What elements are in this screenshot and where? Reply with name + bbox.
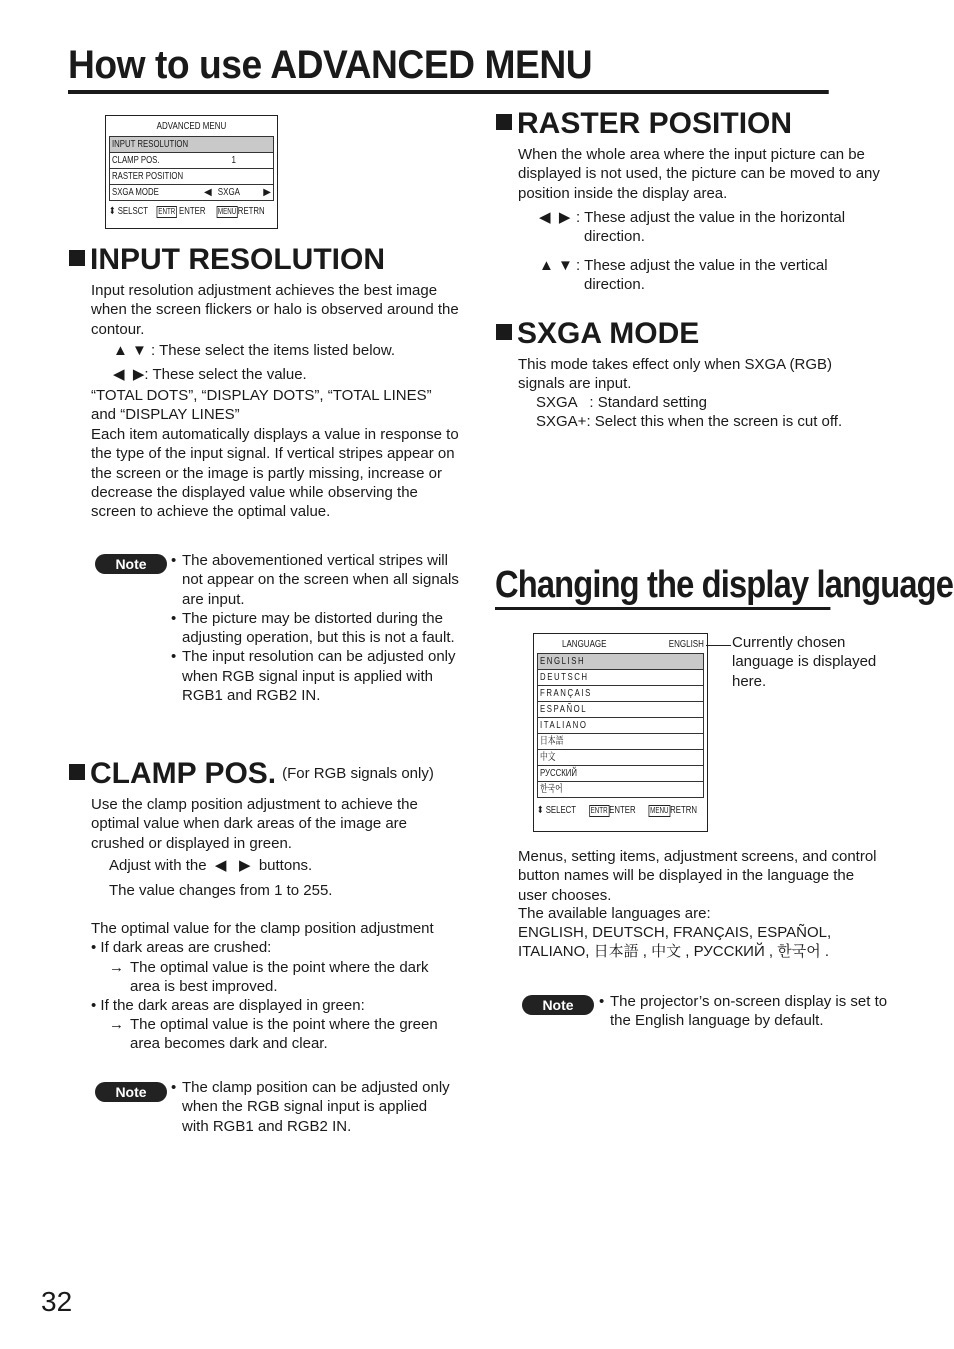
clamp-pos-case1-result: → The optimal value is the point where the dark area is best improved. (109, 959, 429, 996)
clamp-pos-range: The value changes from 1 to 255. (109, 882, 333, 899)
input-resolution-items: “TOTAL DOTS”, “DISPLAY DOTS”, “TOTAL LINES” and “DISPLAY LINES” (91, 387, 432, 424)
list-item: • The input resolution can be adjusted only when RGB signal input is applied with RGB1 and RGB2 IN. (171, 647, 461, 705)
language-item-korean[interactable]: 한국어 (537, 781, 704, 798)
sxga-mode-option-2: SXGA+: Select this when the screen is cut off. (536, 413, 843, 430)
raster-position-vertical: ▲ ▼ : These adjust the value in the vertical direction. (539, 257, 828, 294)
page-number: 32 (41, 1286, 73, 1317)
clamp-pos-notes (171, 1078, 451, 1136)
square-bullet-icon (69, 764, 85, 780)
up-down-arrows-icon: ▲ ▼ (539, 257, 573, 274)
left-right-arrows-icon: ◀ ▶ (113, 366, 145, 383)
osd-footer: ⬍ SELECT ENTR ENTER MENU RETRN (537, 805, 697, 816)
osd-item-input-resolution[interactable]: INPUT RESOLUTION (109, 136, 274, 153)
square-bullet-icon (496, 114, 512, 130)
left-right-arrows-icon: ◀ ▶ (539, 209, 571, 226)
input-resolution-leftright: ◀ ▶: These select the value. (113, 366, 307, 383)
input-resolution-heading: INPUT RESOLUTION (69, 243, 385, 277)
menu-key-icon: MENU (217, 207, 237, 216)
square-bullet-icon (496, 324, 512, 340)
input-resolution-body: Each item automatically displays a value in response to the type of the input signal. If vertical stripes appear on the screen or the image is partly missing, increase or decrease the displayed value while observing the screen to achieve the optimal value. (91, 426, 459, 521)
input-resolution-notes (171, 551, 461, 705)
list-item: • The abovementioned vertical stripes will not appear on the screen when all signals are input. (171, 551, 461, 609)
osd-header: ADVANCED MENU (156, 121, 227, 132)
clamp-pos-heading: CLAMP POS. $^{(For RGB signals only)}$ (69, 757, 434, 791)
enter-key-icon: ENTR (590, 806, 608, 815)
advanced-menu-osd (105, 115, 278, 229)
language-item-russian[interactable]: РУССКИЙ (537, 765, 704, 782)
clamp-pos-case2-result: → The optimal value is the point where the green area becomes dark and clear. (109, 1016, 438, 1053)
display-language-available-line1: ENGLISH, DEUTSCH, FRANÇAIS, ESPAÑOL, (518, 924, 832, 941)
raster-position-intro: When the whole area where the input picture can be displayed is not used, the picture can be moved to any position inside the display area. (518, 146, 880, 202)
sxga-mode-intro: This mode takes effect only when SXGA (RGB) signals are input. (518, 356, 833, 393)
osd-footer: ⬍ SELSCT ENTR ENTER MENU RETRN (109, 206, 265, 217)
arrow-icon: → (109, 1016, 124, 1033)
updown-icon: ⬍ (537, 805, 544, 816)
list-item: • The clamp position can be adjusted only when the RGB signal input is applied with RGB1 and RGB2 IN. (171, 1078, 451, 1136)
raster-position-heading: RASTER POSITION (496, 107, 792, 141)
language-item-italiano[interactable]: ITALIANO (537, 717, 704, 734)
language-item-francais[interactable]: FRANÇAIS (537, 685, 704, 702)
left-right-arrows-icon: ◀ ▶ (210, 857, 255, 874)
osd-header: LANGUAGE ENGLISH (562, 639, 704, 650)
language-item-japanese[interactable]: 日本語 (537, 733, 704, 750)
language-item-deutsch[interactable]: DEUTSCH (537, 669, 704, 686)
clamp-pos-optimal-heading: The optimal value for the clamp position adjustment (91, 920, 434, 937)
page-title: How to use ADVANCED MENU (68, 40, 829, 94)
note-badge: Note (522, 995, 594, 1015)
input-resolution-updown: ▲ ▼ : These select the items listed below. (113, 342, 396, 359)
up-down-arrows-icon: ▲ ▼ (113, 342, 147, 359)
display-language-heading: Changing the display language (495, 563, 830, 610)
left-arrow-icon: ◀ (204, 187, 212, 198)
language-item-english[interactable]: ENGLISH (537, 653, 704, 670)
language-item-chinese[interactable]: 中文 (537, 749, 704, 766)
enter-key-icon: ENTR (158, 207, 176, 216)
osd-item-sxga-mode[interactable]: SXGA MODE ◀ SXGA ▶ (109, 184, 274, 201)
clamp-pos-adjust: Adjust with the ◀ ▶ buttons. (109, 857, 313, 874)
updown-icon: ⬍ (109, 206, 116, 217)
clamp-pos-case2: • If the dark areas are displayed in green: (91, 997, 365, 1014)
display-language-available-heading: The available languages are: (518, 905, 711, 922)
note-badge: Note (95, 554, 167, 574)
osd-item-raster-position[interactable]: RASTER POSITION (109, 168, 274, 185)
sxga-mode-heading: SXGA MODE (496, 317, 699, 351)
sxga-mode-option-1: SXGA : Standard setting (536, 394, 707, 411)
language-callout: Currently chosen language is displayed here. (732, 634, 877, 690)
display-language-notes (599, 992, 889, 1031)
display-language-body: Menus, setting items, adjustment screens, and control button names will be displayed in the language the user chooses. (518, 848, 877, 904)
language-item-espanol[interactable]: ESPAÑOL (537, 701, 704, 718)
list-item: • The projector’s on-screen display is set to the English language by default. (599, 992, 889, 1031)
input-resolution-intro: Input resolution adjustment achieves the best image when the screen flickers or halo is observed around the contour. (91, 282, 459, 338)
square-bullet-icon (69, 250, 85, 266)
language-menu-osd (533, 633, 708, 832)
list-item: • The picture may be distorted during the adjusting operation, but this is not a fault. (171, 609, 461, 648)
arrow-icon: → (109, 959, 124, 976)
menu-key-icon: MENU (650, 806, 669, 815)
clamp-pos-case1: • If dark areas are crushed: (91, 939, 272, 956)
callout-leader-line (706, 645, 731, 646)
note-badge: Note (95, 1082, 167, 1102)
raster-position-horizontal: ◀ ▶ : These adjust the value in the horizontal direction. (539, 209, 846, 246)
display-language-available-line2: ITALIANO, 日本語 , 中文 , РУССКИЙ , 한국어 . (518, 943, 830, 960)
clamp-pos-intro: Use the clamp position adjustment to achieve the optimal value when dark areas of the image are crushed or displayed in green. (91, 796, 418, 852)
right-arrow-icon: ▶ (263, 187, 271, 198)
osd-item-clamp-pos[interactable]: CLAMP POS. 1 (109, 152, 274, 169)
